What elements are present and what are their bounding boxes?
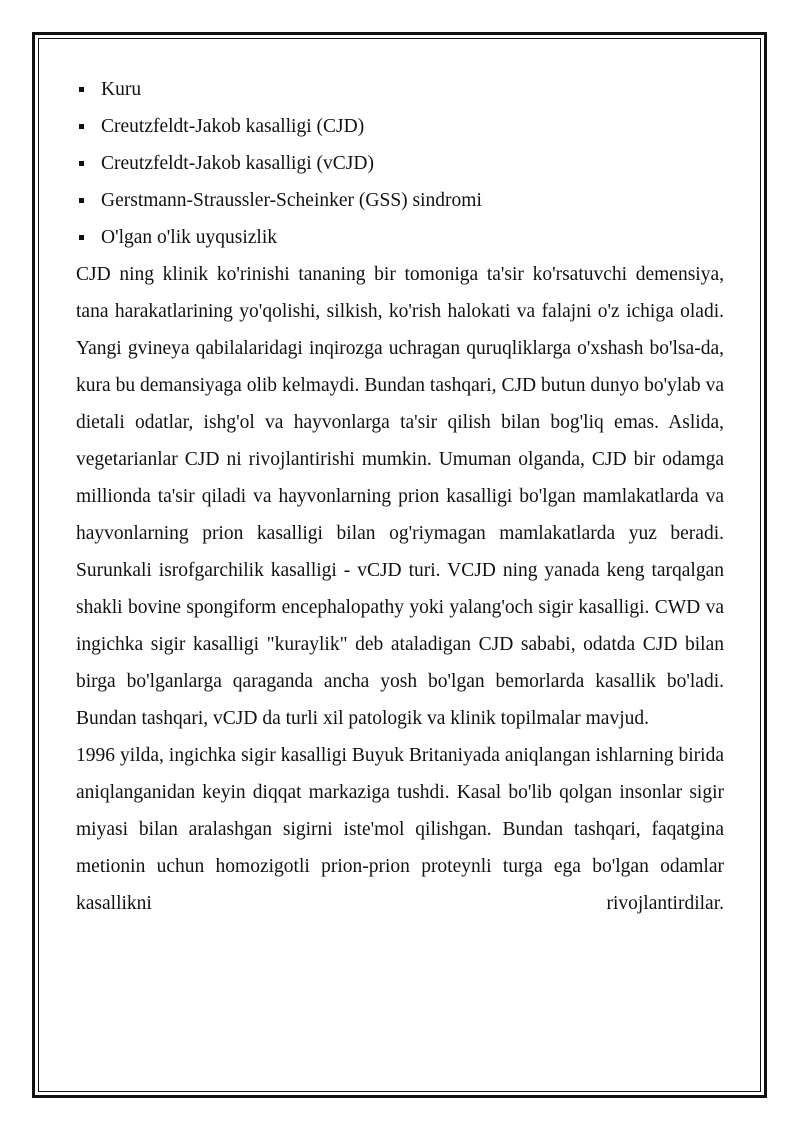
list-item-text: Creutzfeldt-Jakob kasalligi (vCJD) xyxy=(101,153,374,174)
page-content xyxy=(76,71,724,922)
square-bullet-icon xyxy=(79,87,84,92)
body-paragraph: 1996 yilda, ingichka sigir kasalligi Buyuk Britaniyada aniqlangan ishlarning birida aniqlanganidan keyin diqqat markaziga tushdi. Kasal bo'lib qolgan insonlar sigir miyasi bilan aralashgan sigirni iste'mol qilishgan. Bundan tashqari, faqatgina metionin uchun homozigotli prion-prion proteynli turga ega bo'lgan odamlar kasallikni rivojlantirdilar. xyxy=(76,745,724,914)
list-item xyxy=(76,108,724,145)
list-item-text: Creutzfeldt-Jakob kasalligi (CJD) xyxy=(101,116,365,137)
list-item-text: Gerstmann-Straussler-Scheinker (GSS) sindromi xyxy=(101,190,482,211)
list-item-text: O'lgan o'lik uyqusizlik xyxy=(101,227,278,248)
list-item xyxy=(76,71,724,108)
list-item xyxy=(76,145,724,182)
square-bullet-icon xyxy=(79,235,84,240)
body-paragraph: CJD ning klinik ko'rinishi tananing bir tomoniga ta'sir ko'rsatuvchi demensiya, tana harakatlarining yo'qolishi, silkish, ko'rish halokati va falajni o'z ichiga oladi. Yangi gvineya qabilalaridagi inqirozga uchragan quruqliklarga o'xshash bo'lsa-da, kura bu demansiyaga olib kelmaydi. Bundan tashqari, CJD butun dunyo bo'ylab va dietali odatlar, ishg'ol va hayvonlarga ta'sir qilish bilan bog'liq emas. Aslida, vegetarianlar CJD ni rivojlantirishi mumkin. Umuman olganda, CJD bir odamga millionda ta'sir qiladi va hayvonlarning prion kasalligi bo'lgan mamlakatlarda va hayvonlarning prion kasalligi bilan og'riymagan mamlakatlarda yuz beradi. Surunkali isrofgarchilik kasalligi - vCJD turi. VCJD ning yanada keng tarqalgan shakli bovine spongiform encephalopathy yoki yalang'och sigir kasalligi. CWD va ingichka sigir kasalligi "kuraylik" deb ataladigan CJD sababi, odatda CJD bilan birga bo'lganlarga qaraganda ancha yosh bo'lgan bemorlarda kasallik bo'ladi. Bundan tashqari, vCJD da turli xil patologik va klinik topilmalar mavjud. xyxy=(76,264,724,729)
list-item xyxy=(76,219,724,256)
list-item-text: Kuru xyxy=(101,79,142,100)
square-bullet-icon xyxy=(79,198,84,203)
disease-list xyxy=(76,71,724,256)
square-bullet-icon xyxy=(79,124,84,129)
list-item xyxy=(76,182,724,219)
square-bullet-icon xyxy=(79,161,84,166)
